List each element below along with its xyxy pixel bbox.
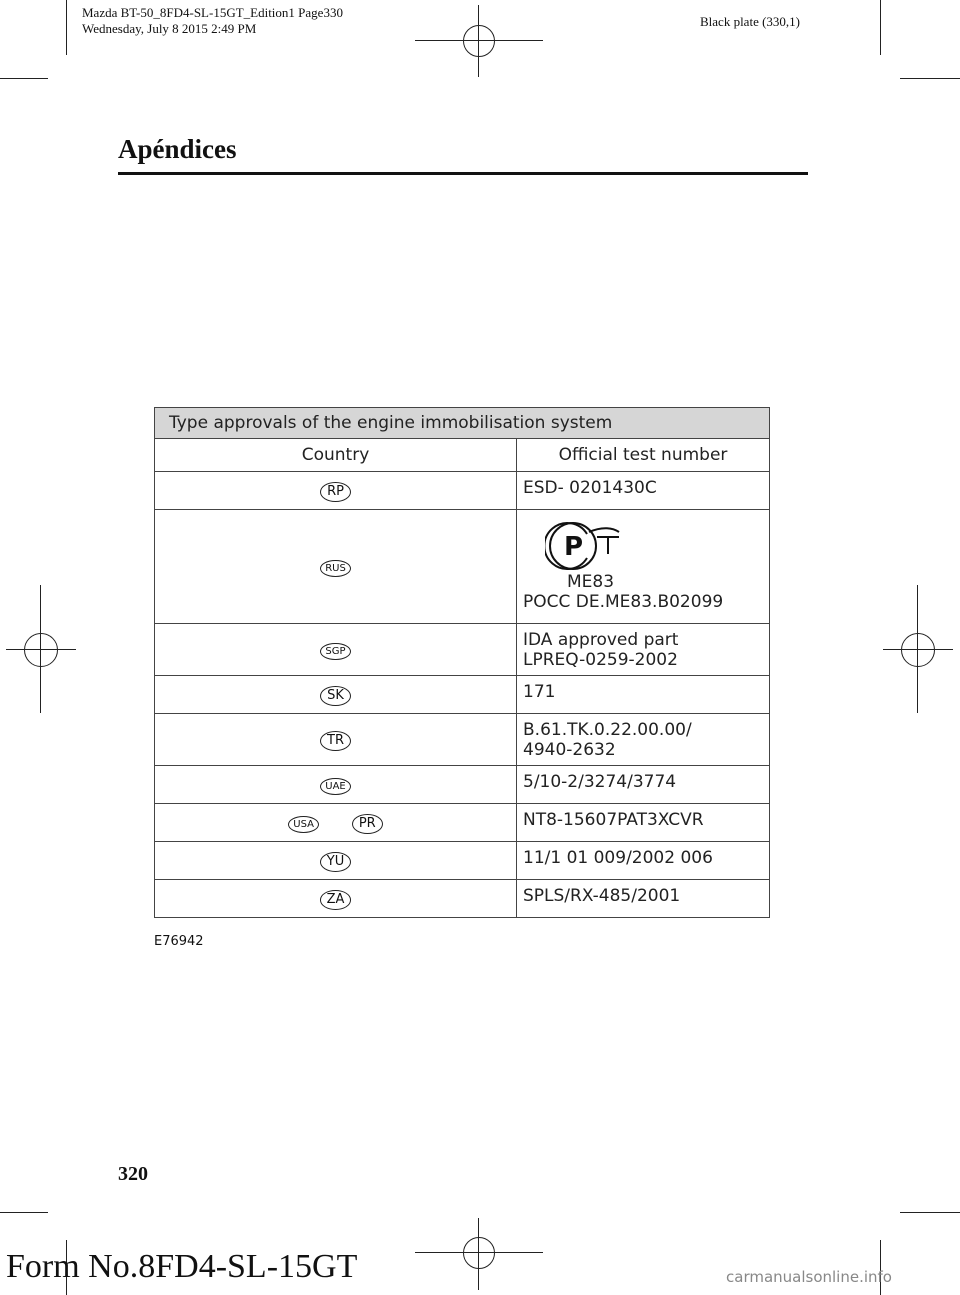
number-cell: [517, 714, 770, 766]
table-title-row: [155, 408, 770, 439]
doc-meta-line2: Wednesday, July 8 2015 2:49 PM: [82, 21, 257, 36]
country-cell: [155, 766, 517, 804]
number-cell: [517, 676, 770, 714]
doc-meta-line1: Mazda BT-50_8FD4-SL-15GT_Edition1 Page330: [82, 5, 343, 20]
watermark-link[interactable]: carmanualsonline.info: [726, 1268, 892, 1286]
column-header-number: Official test number: [517, 439, 770, 472]
table-row: [155, 510, 770, 624]
number-cell: [517, 510, 770, 624]
table-row: [155, 472, 770, 510]
test-number-line1: B.61.TK.0.22.00.00/: [523, 720, 692, 740]
country-cell: [155, 880, 517, 918]
section-title: Apéndices: [118, 134, 237, 164]
test-number-line2: LPREQ-0259-2002: [523, 650, 678, 670]
test-number: NT8-15607PAT3XCVR: [523, 810, 704, 830]
test-number: 5/10-2/3274/3774: [523, 772, 677, 792]
heading-rule: [118, 172, 808, 175]
table-row: [155, 880, 770, 918]
test-number: 11/1 01 009/2002 006: [523, 848, 713, 868]
country-cell: [155, 624, 517, 676]
table-row: [155, 624, 770, 676]
test-number-line2: 4940-2632: [523, 740, 616, 760]
page-number: 320: [118, 1163, 148, 1185]
test-number-line1: IDA approved part: [523, 630, 679, 650]
test-number-line1: ME83: [567, 572, 615, 592]
approvals-table: [154, 407, 770, 918]
table-row: [155, 676, 770, 714]
country-cell: [155, 510, 517, 624]
svg-text:P: P: [564, 532, 584, 562]
country-cell: [155, 714, 517, 766]
column-header-country: Country: [155, 439, 517, 472]
country-code-badge: PR: [352, 814, 383, 834]
doc-meta: [82, 5, 343, 37]
figure-code: E76942: [154, 934, 204, 949]
country-cell: [155, 842, 517, 880]
test-number: 171: [523, 682, 556, 702]
country-code-badge: USA: [288, 816, 319, 833]
number-cell: [517, 880, 770, 918]
country-code-badge: RUS: [320, 560, 351, 577]
number-cell: [517, 624, 770, 676]
country-code-badge: SGP: [320, 643, 350, 660]
country-code-badge: ZA: [320, 890, 352, 910]
country-cell: [155, 804, 517, 842]
table-row: [155, 804, 770, 842]
country-code-badge: RP: [320, 482, 351, 502]
test-number-line2: POCC DE.ME83.B02099: [523, 592, 724, 612]
footer-form-number: Form No.8FD4-SL-15GT: [6, 1248, 358, 1285]
number-cell: [517, 842, 770, 880]
table-row: [155, 766, 770, 804]
country-code-badge: TR: [320, 731, 351, 751]
table-title: Type approvals of the engine immobilisation system: [155, 408, 770, 439]
test-number: SPLS/RX-485/2001: [523, 886, 681, 906]
country-code-badge: SK: [320, 686, 351, 706]
country-cell: [155, 472, 517, 510]
plate-label: Black plate (330,1): [700, 14, 800, 29]
gost-r-certification-icon: [545, 520, 623, 572]
number-cell: [517, 472, 770, 510]
country-code-badge: YU: [320, 852, 351, 872]
test-number: ESD- 0201430C: [523, 478, 657, 498]
country-code-badge: UAE: [320, 778, 350, 795]
number-cell: [517, 804, 770, 842]
table-header-row: [155, 439, 770, 472]
table-row: [155, 842, 770, 880]
country-cell: [155, 676, 517, 714]
number-cell: [517, 766, 770, 804]
table-row: [155, 714, 770, 766]
